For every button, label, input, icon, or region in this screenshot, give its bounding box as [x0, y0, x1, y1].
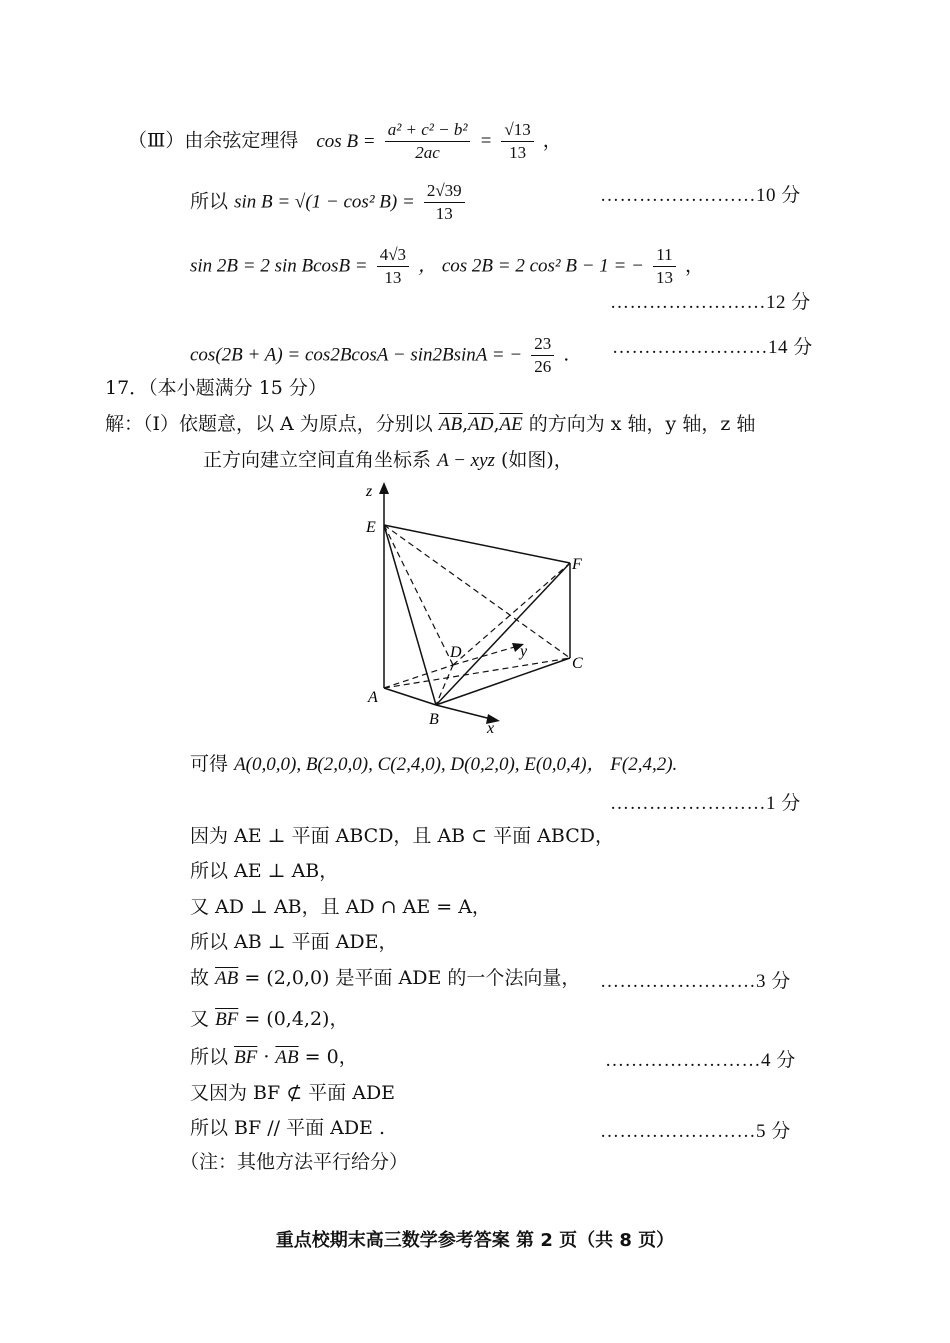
part3-line4	[190, 333, 569, 378]
l6-rest: = (0,4,2)，	[244, 1008, 349, 1030]
intro1-end: 的方向为 x 轴，y 轴，z 轴	[528, 413, 756, 435]
q17-line7	[190, 1045, 358, 1070]
pyramid-figure	[360, 478, 600, 733]
sin2b-value: $\frac{4√3}{13}$	[377, 244, 409, 289]
cos2ba-end: .	[563, 343, 570, 366]
edge-BF	[436, 563, 570, 705]
edge-AB	[384, 688, 436, 705]
label-F: F	[572, 556, 582, 573]
q17-line2: 所以 AE ⊥ AB，	[190, 860, 339, 882]
cos2b-expr: ， cos 2B = 2 cos² B − 1 = −	[418, 255, 644, 277]
l5-prefix: 故	[190, 967, 210, 989]
q17-intro2	[203, 448, 573, 473]
cosb-value: $\frac{√13}{13}$	[501, 119, 533, 164]
q17-coords	[190, 752, 677, 777]
l7-vec-bf: $\overline{BF}$	[234, 1047, 258, 1068]
score-14: ……………………14 分	[612, 337, 813, 358]
l7-vec-ab: $\overline{AB}$	[275, 1047, 299, 1068]
intro2-text: 正方向建立空间直角坐标系	[203, 449, 432, 471]
x-axis	[436, 705, 495, 720]
page-footer: 重点校期末高三数学参考答案 第 2 页（共 8 页）	[275, 1230, 675, 1251]
q17-line6	[190, 1007, 348, 1032]
part3-line2	[190, 180, 468, 225]
l5-vec-ab: $\overline{AB}$	[215, 968, 239, 989]
sinb-value: $\frac{2√39}{13}$	[424, 180, 465, 225]
q17-line5	[190, 966, 580, 991]
sinb-prefix: 所以	[190, 190, 229, 213]
q17-line8: 又因为 BF ⊄ 平面 ADE	[190, 1082, 396, 1104]
cosb-end: ，	[542, 129, 562, 152]
l5-rest: = (2,0,0) 是平面 ADE 的一个法向量，	[244, 967, 581, 989]
sin2b-expr: sin 2B = 2 sin BcosB =	[190, 255, 368, 277]
vec-ae: $\overline{AE}$	[499, 414, 523, 435]
q17-title: 17．（本小题满分 15 分）	[105, 377, 327, 399]
intro2-end: (如图)，	[500, 449, 573, 471]
y-axis	[453, 646, 518, 665]
z-arrow	[379, 482, 389, 494]
coords-prefix: 可得	[190, 753, 229, 775]
edge-BC	[436, 658, 570, 705]
edge-EF	[384, 525, 570, 563]
l7-rest: = 0，	[304, 1046, 358, 1068]
q17-note: （注：其他方法平行给分）	[180, 1151, 409, 1173]
cosb-expr: cos B =	[316, 130, 376, 152]
l7-prefix: 所以	[190, 1046, 229, 1068]
label-B: B	[429, 711, 439, 728]
coords-values: A(0,0,0), B(2,0,0), C(2,4,0), D(0,2,0), E(0,0,4)， F(2,4,2).	[234, 754, 678, 775]
score-1: ……………………1 分	[610, 793, 801, 814]
edge-AD	[384, 665, 453, 688]
part3-label: （Ⅲ）由余弦定理得	[128, 129, 299, 152]
cos2b-value: $\frac{11}{13}$	[653, 244, 676, 289]
label-A: A	[368, 689, 378, 706]
cosb-eq: =	[479, 130, 493, 152]
cos2b-end: ，	[685, 254, 705, 277]
edge-DB	[436, 665, 453, 705]
vec-ab: $\overline{AB}$	[438, 414, 463, 435]
cosb-fraction: $\frac{\text{a² + c² − b²}}{2ac}$	[385, 119, 471, 164]
vec-ad: $\overline{AD}$	[468, 414, 494, 435]
sinb-expr: sin B = √(1 − cos² B) =	[234, 191, 415, 213]
score-5: ……………………5 分	[600, 1121, 791, 1142]
coord-system: A − xyz	[437, 450, 495, 471]
edge-DF	[453, 563, 570, 665]
label-y: y	[520, 643, 528, 660]
score-10: ……………………10 分	[600, 185, 801, 206]
score-4: ……………………4 分	[605, 1050, 796, 1071]
q17-line1: 因为 AE ⊥ 平面 ABCD，且 AB ⊂ 平面 ABCD，	[190, 825, 614, 847]
q17-line4: 所以 AB ⊥ 平面 ADE，	[190, 931, 398, 953]
label-C: C	[572, 655, 583, 672]
q17-intro1: 解：（Ⅰ）依题意，以 A 为原点，分别以 $\overline{AB},\overline{AD},\overline{AE}$ 的方向为 x 轴，y 轴，z 轴	[105, 413, 756, 435]
cos2ba-value: $\frac{23}{26}$	[531, 333, 554, 378]
l6-prefix: 又	[190, 1008, 210, 1030]
part3-line1	[128, 119, 562, 164]
q17-line3: 又 AD ⊥ AB，且 AD ∩ AE = A，	[190, 896, 491, 918]
label-z: z	[366, 483, 373, 500]
l6-vec-bf: $\overline{BF}$	[215, 1009, 239, 1030]
intro1-text: 解：（Ⅰ）依题意，以 A 为原点，分别以	[105, 413, 433, 435]
label-E: E	[366, 519, 376, 536]
l7-dot: ·	[257, 1046, 276, 1068]
score-3: ……………………3 分	[600, 971, 791, 992]
label-x: x	[487, 720, 495, 733]
q17-line9: 所以 BF // 平面 ADE .	[190, 1117, 386, 1139]
cos2ba-expr: cos(2B + A) = cos2BcosA − sin2BsinA = −	[190, 344, 523, 366]
score-12: ……………………12 分	[610, 292, 811, 313]
part3-line3	[190, 244, 704, 289]
label-D: D	[450, 644, 462, 661]
